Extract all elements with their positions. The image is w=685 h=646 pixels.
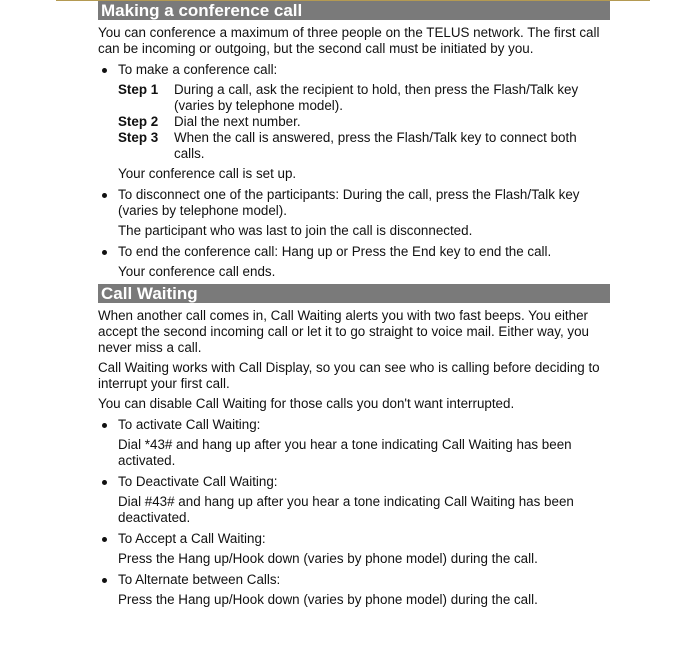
list-item-result: The participant who was last to join the call is disconnected. xyxy=(118,223,473,238)
bullet-icon xyxy=(102,193,107,198)
step-label: Step 3 xyxy=(118,130,159,145)
call-waiting-para: When another call comes in, Call Waiting alerts you with two fast beeps. You either accept the second incoming call or let it to go straight to voice mail. Either way, you never miss a call. xyxy=(98,308,589,355)
list-item-detail: Dial *43# and hang up after you hear a tone indicating Call Waiting has been activated. xyxy=(118,437,572,468)
step-row xyxy=(118,130,610,162)
step-text: During a call, ask the recipient to hold, then press the Flash/Talk key (varies by telephone model). xyxy=(174,82,579,113)
list-item xyxy=(98,572,610,588)
step-text: When the call is answered, press the Flash/Talk key to connect both calls. xyxy=(174,130,577,161)
list-item-text: To disconnect one of the participants: During the call, press the Flash/Talk key (varies by telephone model). xyxy=(118,187,580,218)
bullet-icon xyxy=(102,250,107,255)
list-item-detail: Press the Hang up/Hook down (varies by phone model) during the call. xyxy=(118,551,538,566)
step-row xyxy=(118,82,610,114)
bullet-icon xyxy=(102,537,107,542)
document-body xyxy=(98,1,610,608)
list-item xyxy=(98,244,610,260)
step-row xyxy=(118,114,610,130)
conference-heading: Making a conference call xyxy=(98,1,610,20)
list-item xyxy=(98,62,610,78)
list-item xyxy=(98,531,610,547)
list-item-result: Your conference call is set up. xyxy=(118,166,297,181)
list-item-text: To activate Call Waiting: xyxy=(118,417,261,432)
call-waiting-para: You can disable Call Waiting for those calls you don't want interrupted. xyxy=(98,396,515,411)
call-waiting-para: Call Waiting works with Call Display, so you can see who is calling before deciding to interrupt your first call. xyxy=(98,360,600,391)
list-item-text: To make a conference call: xyxy=(118,62,278,77)
list-item-text: To Accept a Call Waiting: xyxy=(118,531,266,546)
step-label: Step 1 xyxy=(118,82,159,97)
list-item xyxy=(98,187,610,219)
bullet-icon xyxy=(102,480,107,485)
step-label: Step 2 xyxy=(118,114,159,129)
list-item xyxy=(98,417,610,433)
bullet-icon xyxy=(102,68,107,73)
step-list xyxy=(98,82,610,162)
list-item-detail: Press the Hang up/Hook down (varies by phone model) during the call. xyxy=(118,592,538,607)
list-item-detail: Dial #43# and hang up after you hear a tone indicating Call Waiting has been deactivated. xyxy=(118,494,574,525)
list-item-text: To Alternate between Calls: xyxy=(118,572,281,587)
call-waiting-heading: Call Waiting xyxy=(98,284,610,303)
conference-intro: You can conference a maximum of three people on the TELUS network. The first call can be incoming or outgoing, but the second call must be initiated by you. xyxy=(98,25,600,56)
list-item-result: Your conference call ends. xyxy=(118,264,276,279)
list-item xyxy=(98,474,610,490)
list-item-text: To end the conference call: Hang up or Press the End key to end the call. xyxy=(118,244,552,259)
bullet-icon xyxy=(102,423,107,428)
step-text: Dial the next number. xyxy=(174,114,301,129)
bullet-icon xyxy=(102,578,107,583)
list-item-text: To Deactivate Call Waiting: xyxy=(118,474,278,489)
